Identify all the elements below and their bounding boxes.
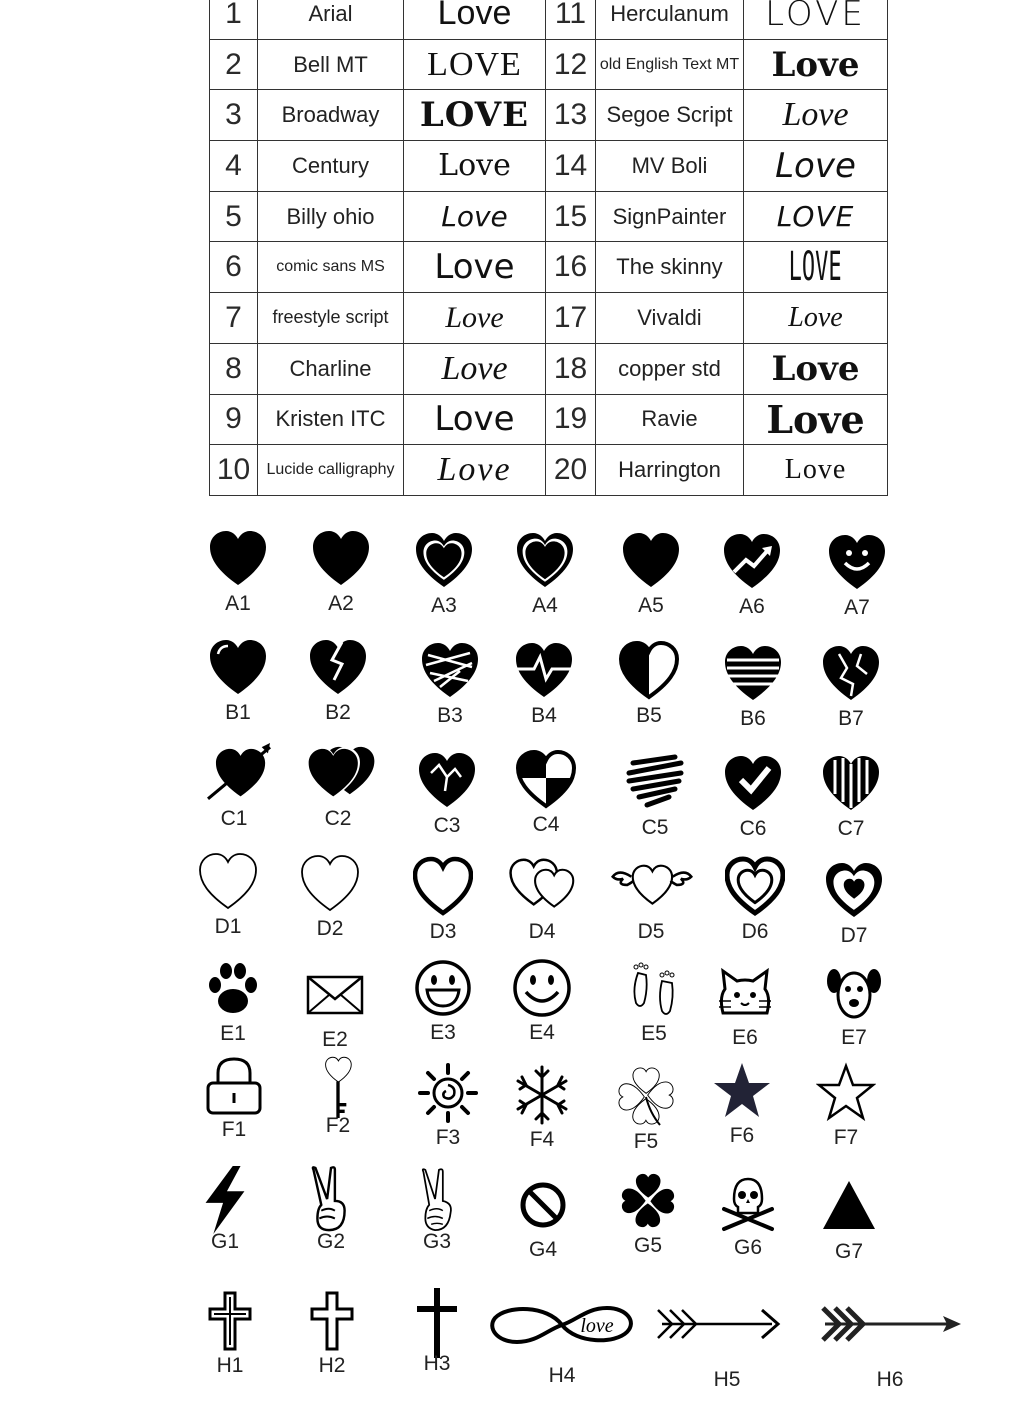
font-name: Vivaldi: [596, 293, 744, 344]
heart-smiley-icon: [812, 532, 902, 632]
font-sample: Love: [404, 141, 546, 192]
font-sample: LOVE: [404, 90, 546, 141]
symbol-code: E6: [732, 1026, 758, 1049]
two-hearts-outline-icon: [497, 856, 587, 956]
symbol-code: F1: [221, 1118, 247, 1141]
symbol-code: G3: [422, 1230, 451, 1253]
heart-outline-icon: [285, 853, 375, 953]
symbol-code: E5: [641, 1022, 667, 1045]
font-name: Century: [258, 141, 404, 192]
prohibited-sign-icon: [498, 1174, 588, 1274]
heart-wings-icon: [606, 856, 696, 956]
font-name: Arial: [258, 0, 404, 39]
font-name: Bell MT: [258, 39, 404, 90]
heart-glossy-icon: [193, 637, 283, 737]
font-sample: LOVE: [744, 0, 888, 39]
symbol-code: B5: [636, 704, 662, 727]
heart-double-icon: [293, 743, 383, 843]
font-sample: Love: [744, 445, 888, 496]
baby-feet-icon: [609, 958, 699, 1058]
symbol-code: H2: [318, 1354, 346, 1377]
symbol-code: F2: [325, 1114, 351, 1137]
heart-trend-arrow-icon: [707, 531, 797, 631]
font-name: freestyle script: [258, 293, 404, 344]
symbol-code: E1: [220, 1022, 246, 1045]
peace-hand-sketch-icon: [392, 1166, 482, 1266]
font-name: Charline: [258, 343, 404, 394]
symbol-code: F6: [729, 1124, 755, 1147]
heart-striped-icon: [708, 643, 798, 743]
font-sample: Love: [404, 0, 546, 39]
symbol-code: A2: [328, 592, 354, 615]
symbol-code: A4: [532, 594, 558, 617]
font-sample: LOVE: [404, 39, 546, 90]
font-number: 8: [210, 343, 258, 394]
font-name: Lucide calligraphy: [258, 445, 404, 496]
heart-outline-icon: [183, 851, 273, 951]
font-number: 15: [546, 191, 596, 242]
symbol-code: H4: [548, 1364, 576, 1387]
font-sample: Love: [744, 343, 888, 394]
font-number: 3: [210, 90, 258, 141]
symbol-code: C5: [641, 816, 669, 839]
cross-outline-icon: [185, 1290, 275, 1390]
font-name: Billy ohio: [258, 191, 404, 242]
infinity-love-icon: [487, 1300, 614, 1400]
symbol-code: E4: [529, 1021, 555, 1044]
symbol-code: G1: [210, 1230, 239, 1253]
symbol-code: A1: [225, 592, 251, 615]
sun-spiral-icon: [403, 1062, 493, 1162]
smiley-face-icon: [497, 957, 587, 1057]
lightning-bolt-icon: [180, 1166, 270, 1266]
font-number: 16: [546, 242, 596, 293]
font-row: [210, 0, 888, 39]
font-name: comic sans MS: [258, 242, 404, 293]
heart-scribbled-icon: [610, 752, 700, 852]
symbol-code: C1: [220, 807, 248, 830]
heart-cracked-icon: [402, 750, 492, 850]
font-row: [210, 90, 888, 141]
symbol-code: C6: [739, 817, 767, 840]
font-sample: Love: [744, 394, 888, 445]
font-sample: Love: [744, 141, 888, 192]
symbol-code: H1: [216, 1354, 244, 1377]
font-number: 18: [546, 343, 596, 394]
symbol-code: G7: [834, 1240, 863, 1263]
snowflake-icon: [497, 1064, 587, 1164]
symbol-code: F7: [833, 1126, 859, 1149]
font-sample: Love: [404, 191, 546, 242]
font-row: [210, 191, 888, 242]
symbol-code: C7: [837, 817, 865, 840]
symbol-code: B3: [437, 704, 463, 727]
symbol-code: A5: [638, 594, 664, 617]
font-row: [210, 445, 888, 496]
font-sample: LOVE: [789, 244, 842, 291]
font-number: 10: [210, 445, 258, 496]
dog-face-icon: [809, 962, 899, 1062]
symbol-code: D1: [214, 915, 242, 938]
symbol-code: F4: [529, 1128, 555, 1151]
symbol-code: F3: [435, 1126, 461, 1149]
symbol-code: H3: [423, 1352, 451, 1375]
heart-double-outline-icon: [399, 530, 489, 630]
symbol-code: F5: [633, 1130, 659, 1153]
heart-solid-icon: [296, 528, 386, 628]
heart-half-filled-icon: [604, 640, 694, 740]
symbol-code: C3: [433, 814, 461, 837]
font-row: [210, 343, 888, 394]
font-number: 12: [546, 39, 596, 90]
font-number: 20: [546, 445, 596, 496]
symbol-code: E7: [841, 1026, 867, 1049]
font-sample: Love: [404, 242, 546, 293]
heart-broken-icon: [293, 637, 383, 737]
symbol-code: B4: [531, 704, 557, 727]
four-leaf-clover-outline-icon: [601, 1066, 691, 1166]
font-sample: LOVE: [744, 191, 888, 242]
symbol-code: A6: [739, 595, 765, 618]
laughing-smiley-icon: [398, 957, 488, 1057]
heart-double-outline-icon: [500, 530, 590, 630]
font-sample: Love: [404, 394, 546, 445]
font-sample: Love: [744, 293, 888, 344]
four-leaf-clover-icon: [603, 1170, 693, 1270]
font-row: [210, 293, 888, 344]
heart-solid-icon: [193, 528, 283, 628]
font-number: 7: [210, 293, 258, 344]
symbol-code: H5: [713, 1368, 741, 1391]
font-number: 6: [210, 242, 258, 293]
font-number: 5: [210, 191, 258, 242]
heart-checkered-icon: [501, 749, 591, 849]
font-row: [210, 141, 888, 192]
symbol-code: G5: [633, 1234, 662, 1257]
symbol-code: C4: [532, 813, 560, 836]
font-name: Segoe Script: [596, 90, 744, 141]
symbol-code: E3: [430, 1021, 456, 1044]
font-sample: Love: [744, 39, 888, 90]
font-number: 13: [546, 90, 596, 141]
arrow-outline-icon: [652, 1304, 742, 1404]
font-table: [209, 0, 888, 496]
font-name: copper std: [596, 343, 744, 394]
font-name: SignPainter: [596, 191, 744, 242]
star-solid-icon: [697, 1060, 787, 1160]
symbol-code: A3: [431, 594, 457, 617]
symbol-code: D3: [429, 920, 457, 943]
padlock-icon: [189, 1054, 279, 1154]
symbol-code: D6: [741, 920, 769, 943]
font-number: 19: [546, 394, 596, 445]
font-number: 1: [210, 0, 258, 39]
cross-solid-icon: [392, 1288, 482, 1388]
font-row: [210, 242, 888, 293]
heart-check-icon: [708, 753, 798, 853]
font-name: Herculanum: [596, 0, 744, 39]
font-sample: Love: [404, 445, 546, 496]
symbol-code: E2: [322, 1028, 348, 1051]
font-name: The skinny: [596, 242, 744, 293]
symbol-code: D7: [840, 924, 868, 947]
heart-inner-heart-icon: [809, 860, 899, 960]
symbol-code: D2: [316, 917, 344, 940]
font-name: Kristen ITC: [258, 394, 404, 445]
triangle-solid-icon: [804, 1176, 894, 1276]
font-sample-cell: [744, 242, 888, 293]
font-name: Ravie: [596, 394, 744, 445]
font-name: Broadway: [258, 90, 404, 141]
symbol-code: G2: [316, 1230, 345, 1253]
font-name: MV Boli: [596, 141, 744, 192]
symbol-code: G4: [528, 1238, 557, 1261]
symbol-code: D5: [637, 920, 665, 943]
arrow-feathered-icon: [815, 1304, 905, 1404]
symbol-code: H6: [876, 1368, 904, 1391]
font-number: 14: [546, 141, 596, 192]
envelope-icon: [290, 964, 380, 1064]
peace-hand-icon: [286, 1166, 376, 1266]
font-number: 11: [546, 0, 596, 39]
skull-crossbones-icon: [703, 1172, 793, 1272]
symbol-code: A7: [844, 596, 870, 619]
font-row: [210, 394, 888, 445]
symbol-code: B7: [838, 707, 864, 730]
symbol-code: B6: [740, 707, 766, 730]
font-name: Harrington: [596, 445, 744, 496]
heart-scribble-icon: [405, 640, 495, 740]
infinity-word: love: [580, 1315, 614, 1337]
heart-key-icon: [293, 1050, 383, 1150]
star-outline-icon: [801, 1062, 891, 1162]
cross-outline-icon: [287, 1290, 377, 1390]
font-row: [210, 39, 888, 90]
font-sample: Love: [404, 293, 546, 344]
symbol-code: G6: [733, 1236, 762, 1259]
heart-puzzle-icon: [806, 643, 896, 743]
symbol-code: B2: [325, 701, 351, 724]
symbol-code: C2: [324, 807, 352, 830]
symbol-code: B1: [225, 701, 251, 724]
font-number: 4: [210, 141, 258, 192]
heart-arrow-icon: [189, 743, 279, 843]
font-sample: Love: [404, 343, 546, 394]
font-number: 17: [546, 293, 596, 344]
heart-outline-bold-icon: [398, 856, 488, 956]
paw-print-icon: [188, 958, 278, 1058]
heart-solid-icon: [606, 530, 696, 630]
font-sample: Love: [744, 90, 888, 141]
font-name: old English Text MT: [596, 39, 744, 90]
font-number: 2: [210, 39, 258, 90]
cat-face-icon: [700, 962, 790, 1062]
heart-vertical-stripes-icon: [806, 753, 896, 853]
font-number: 9: [210, 394, 258, 445]
symbol-code: D4: [528, 920, 556, 943]
heart-heartbeat-icon: [499, 640, 589, 740]
heart-double-outline-icon: [710, 856, 800, 956]
